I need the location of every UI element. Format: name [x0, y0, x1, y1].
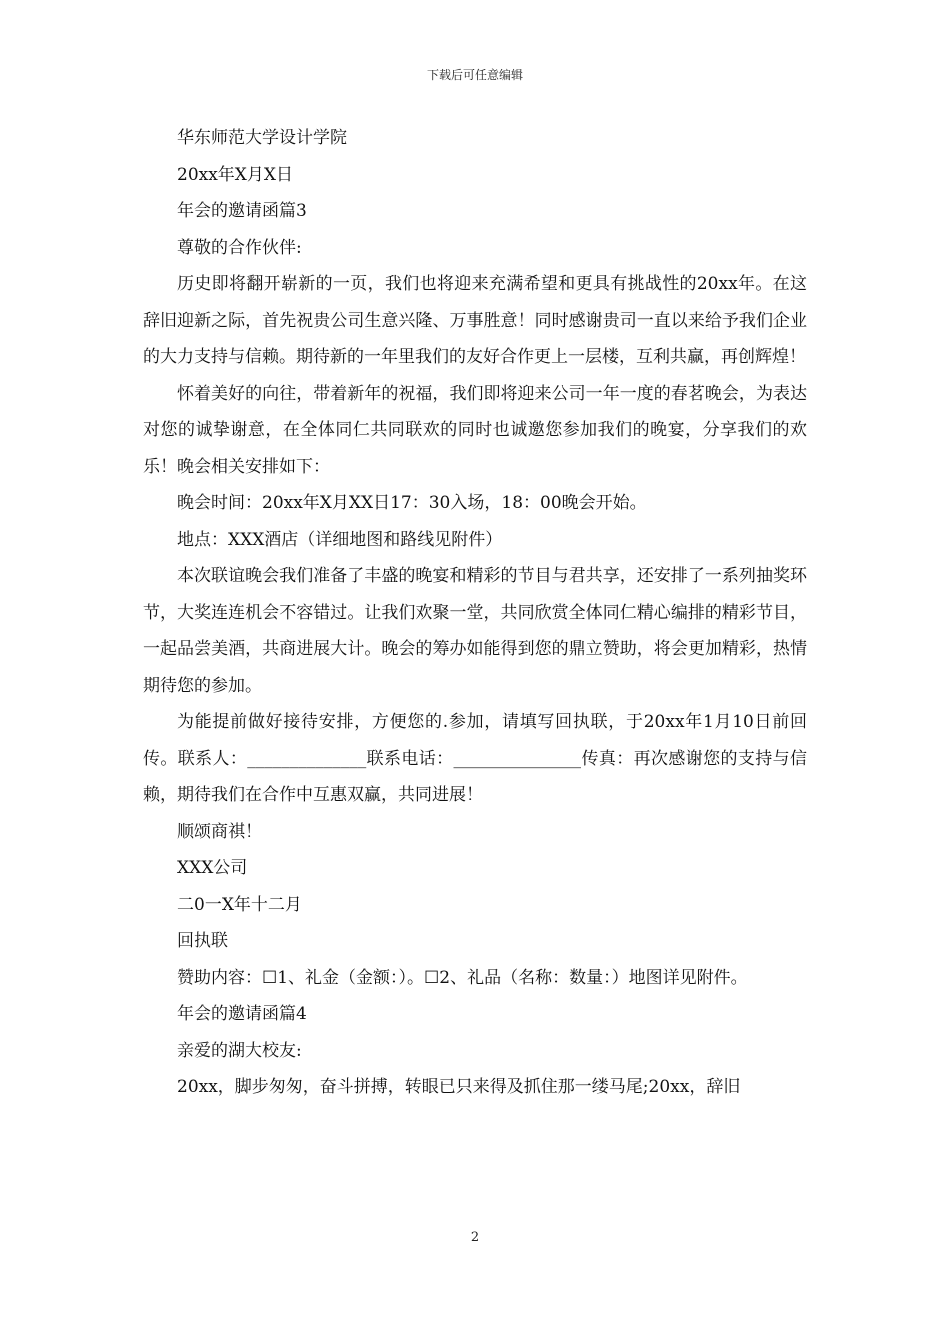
paragraph-sponsorship: 赞助内容：☐1、礼金（金额：）。☐2、礼品（名称：数量：）地图详见附件。 [177, 967, 748, 988]
paragraph-time: 晚会时间：20xx年X月XX日17：30入场，18：00晚会开始。 [177, 493, 647, 513]
signature-company: XXX公司 [177, 858, 248, 878]
document-body [143, 120, 807, 1106]
page-header-note: 下载后可任意编辑 [426, 68, 523, 82]
section-title-3: 年会的邀请函篇3 [177, 201, 307, 221]
salutation-alumni: 亲爱的湖大校友: [177, 1040, 302, 1061]
paragraph-alumni-opening: 20xx，脚步匆匆，奋斗拼搏，转眼已只来得及抓住那一缕马尾;20xx，辞旧 [177, 1077, 741, 1097]
paragraph-date: 20xx年X月X日 [177, 164, 294, 185]
paragraph-location: 地点：XXX酒店（详细地图和路线见附件） [177, 529, 503, 550]
salutation-partner: 尊敬的合作伙伴: [177, 237, 302, 258]
paragraph-history: 历史即将翻开崭新的一页，我们也将迎来充满希望和更具有挑战性的20xx年。在这辞旧迎新之际，首先祝贵公司生意兴隆、万事胜意！同时感谢贵司一直以来给予我们企业的大力支持与信赖。期待新的一年里我们的友好合作更上一层楼，互利共赢，再创辉煌！ [143, 274, 807, 367]
paragraph-program: 本次联谊晚会我们准备了丰盛的晚宴和精彩的节目与君共享，还安排了一系列抽奖环节，大奖连连机会不容错过。让我们欢聚一堂，共同欣赏全体同仁精心编排的精彩节目，一起品尝美酒，共商进展大计。晚会的筹办如能得到您的鼎立赞助，将会更加精彩，热情期待您的参加。 [143, 566, 807, 696]
section-title-4: 年会的邀请函篇4 [177, 1004, 307, 1024]
receipt-title: 回执联 [177, 931, 228, 951]
paragraph-institution: 华东师范大学设计学院 [177, 128, 347, 148]
signature-date: 二0一X年十二月 [177, 894, 302, 915]
page-number: 2 [470, 1230, 480, 1245]
closing-regards: 顺颂商祺！ [177, 821, 262, 842]
paragraph-invitation: 怀着美好的向往，带着新年的祝福，我们即将迎来公司一年一度的春茗晚会，为表达对您的诚挚谢意，在全体同仁共同联欢的同时也诚邀您参加我们的晚宴，分享我们的欢乐！晚会相关安排如下： [143, 383, 807, 477]
paragraph-reply: 为能提前做好接待安排，方便您的.参加，请填写回执联，于20xx年1月10日前回传。联系人：______________联系电话：_______________传真：再次感谢您的支持与信赖，期待我们在合作中互惠双赢，共同进展！ [143, 712, 807, 805]
